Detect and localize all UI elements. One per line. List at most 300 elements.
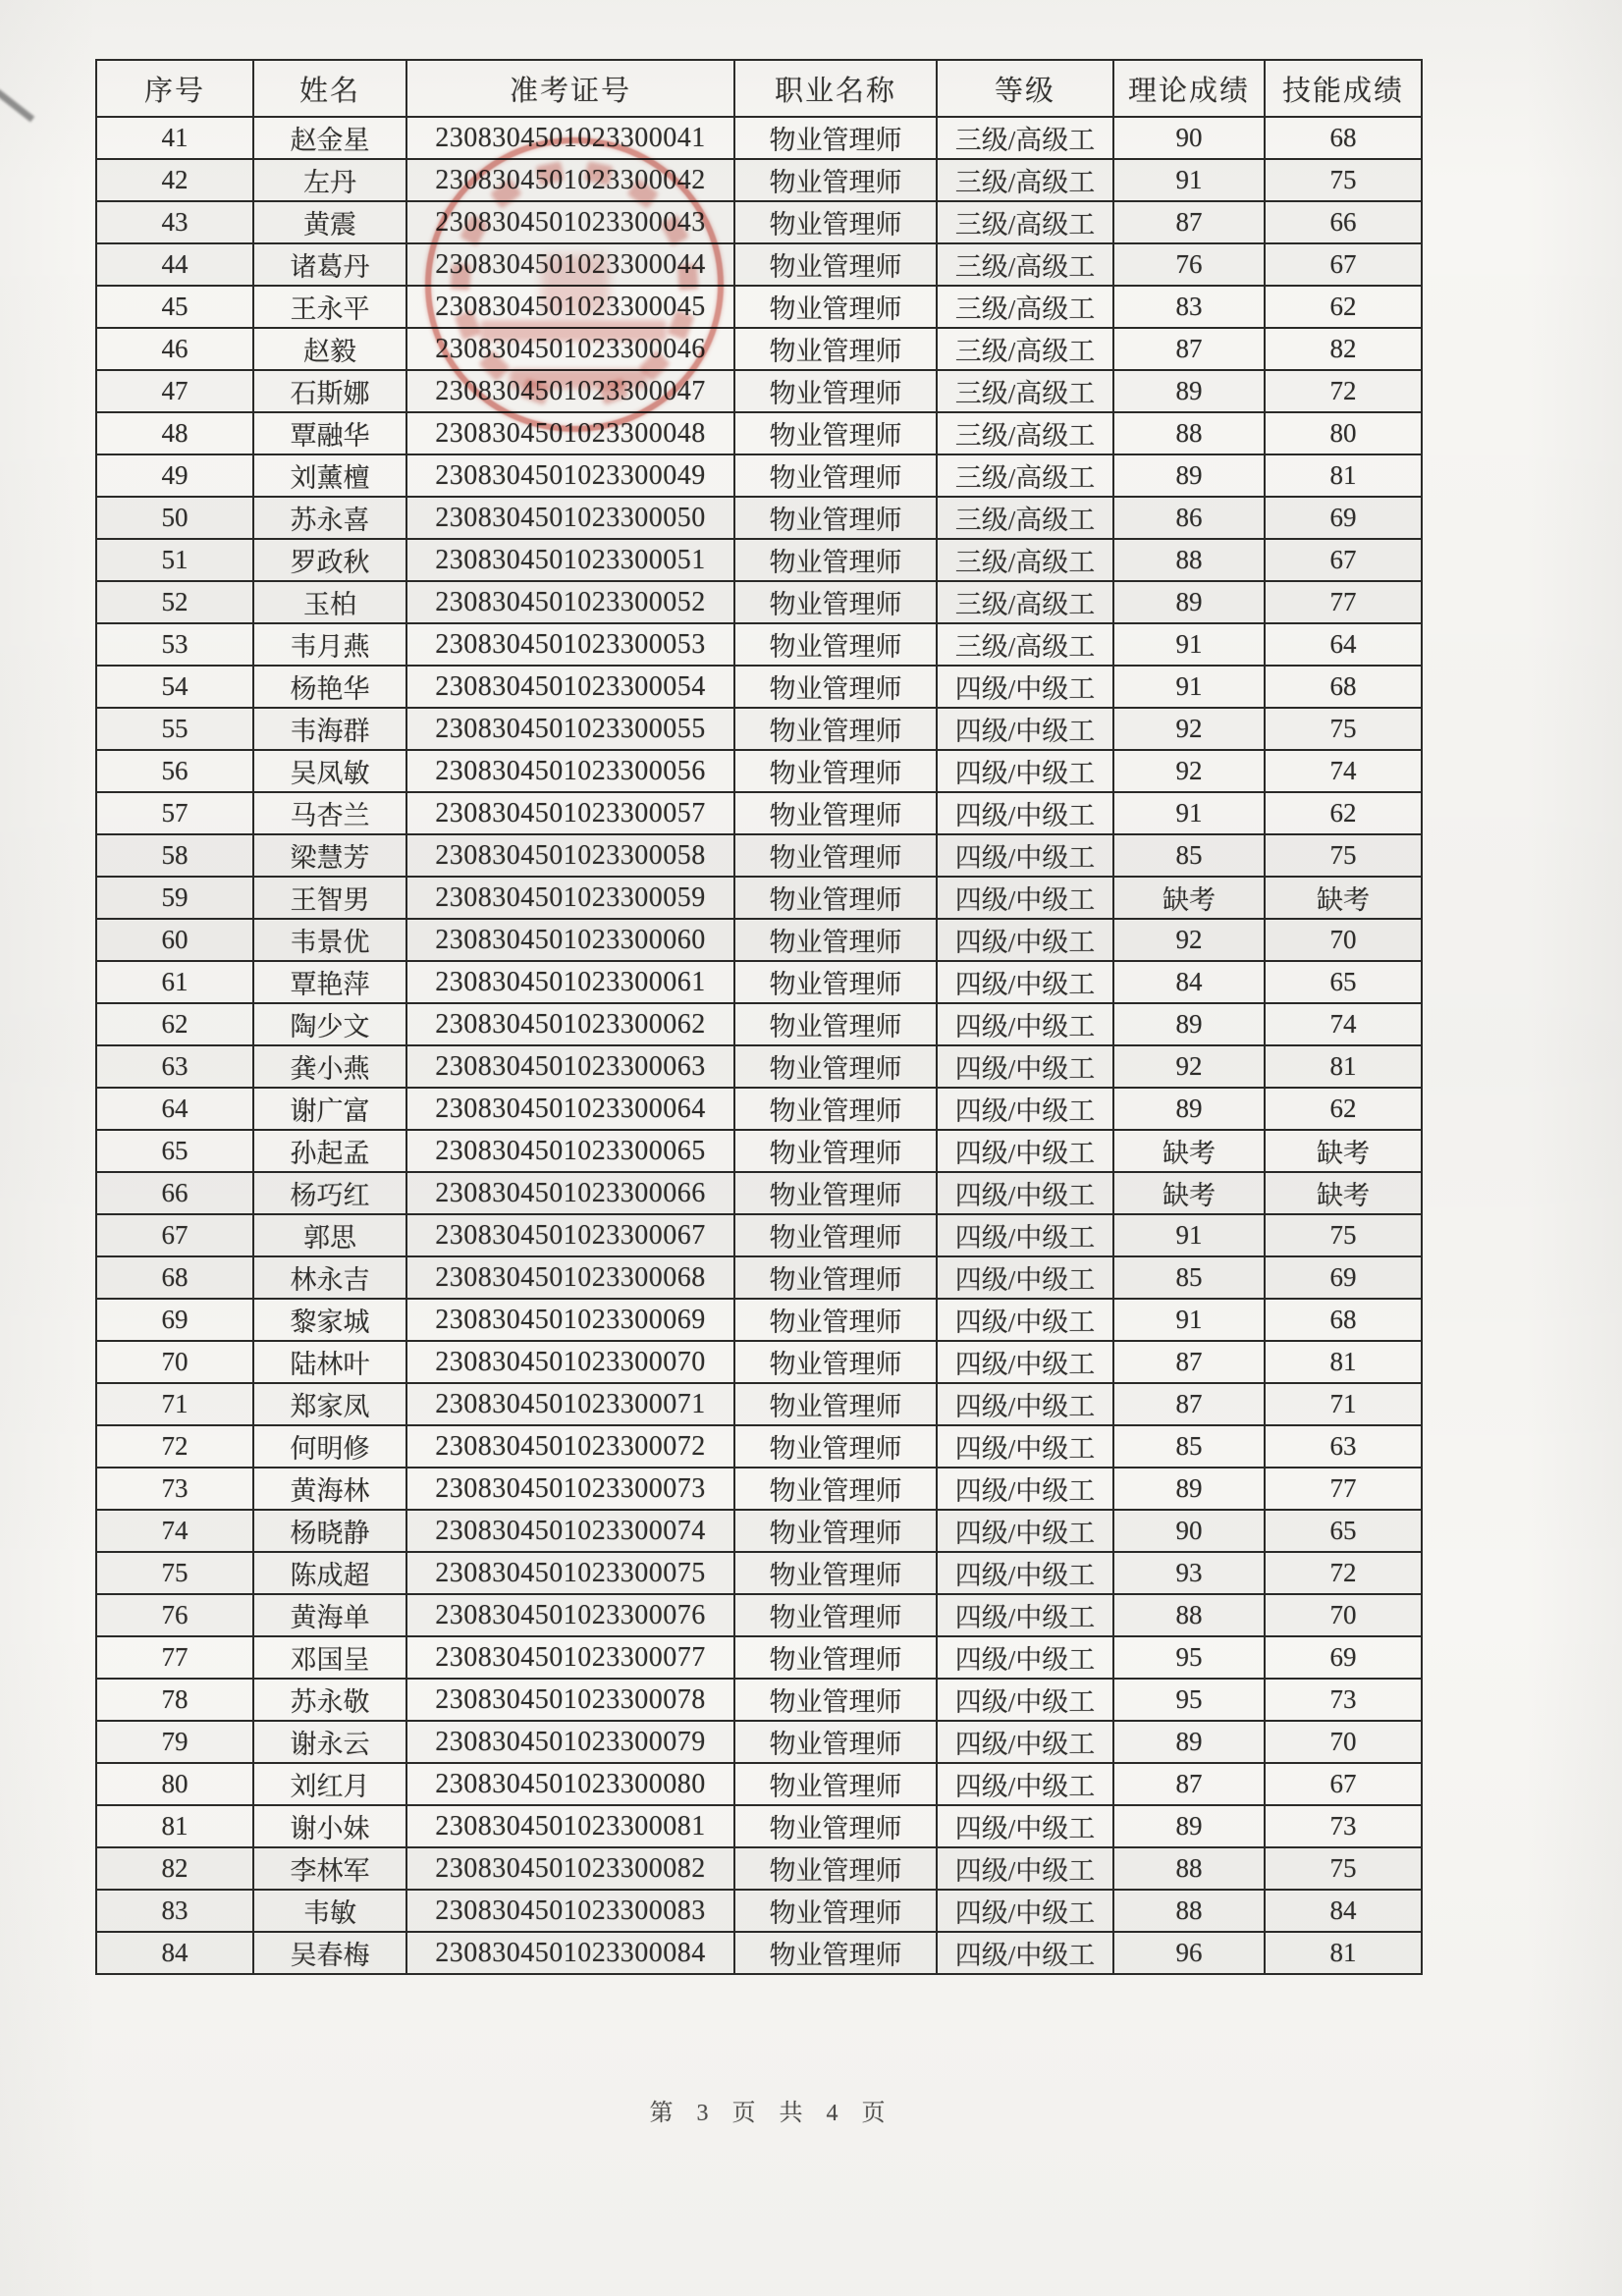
cell-skill-score: 75 [1265, 1847, 1422, 1890]
cell-occupation: 物业管理师 [734, 201, 937, 243]
cell-theory-score: 91 [1113, 1299, 1265, 1341]
cell-name: 王智男 [253, 877, 406, 919]
cell-skill-score: 缺考 [1265, 1130, 1422, 1172]
cell-level: 四级/中级工 [937, 1172, 1113, 1214]
cell-name: 孙起孟 [253, 1130, 406, 1172]
cell-no: 54 [96, 666, 253, 708]
cell-name: 韦海群 [253, 708, 406, 750]
table-row [96, 1932, 1422, 1974]
cell-skill-score: 81 [1265, 1045, 1422, 1088]
cell-theory-score: 87 [1113, 328, 1265, 370]
cell-id: 2308304501023300061 [406, 961, 734, 1003]
cell-occupation: 物业管理师 [734, 497, 937, 539]
cell-skill-score: 68 [1265, 117, 1422, 159]
cell-skill-score: 70 [1265, 1721, 1422, 1763]
table-row [96, 1172, 1422, 1214]
cell-id: 2308304501023300081 [406, 1805, 734, 1847]
cell-no: 79 [96, 1721, 253, 1763]
table-row [96, 1341, 1422, 1383]
cell-name: 韦敏 [253, 1890, 406, 1932]
table-row [96, 1679, 1422, 1721]
cell-id: 2308304501023300071 [406, 1383, 734, 1425]
cell-id: 2308304501023300047 [406, 370, 734, 412]
cell-level: 四级/中级工 [937, 792, 1113, 834]
cell-no: 42 [96, 159, 253, 201]
cell-occupation: 物业管理师 [734, 1299, 937, 1341]
cell-level: 四级/中级工 [937, 1890, 1113, 1932]
cell-skill-score: 缺考 [1265, 877, 1422, 919]
cell-id: 2308304501023300045 [406, 286, 734, 328]
cell-name: 林永吉 [253, 1256, 406, 1299]
cell-theory-score: 90 [1113, 1510, 1265, 1552]
table-row [96, 1552, 1422, 1594]
cell-name: 杨艳华 [253, 666, 406, 708]
cell-level: 四级/中级工 [937, 1847, 1113, 1890]
cell-theory-score: 91 [1113, 623, 1265, 666]
table-row [96, 834, 1422, 877]
table-row [96, 1088, 1422, 1130]
cell-skill-score: 63 [1265, 1425, 1422, 1468]
cell-theory-score: 88 [1113, 412, 1265, 454]
table-row [96, 1847, 1422, 1890]
cell-name: 龚小燕 [253, 1045, 406, 1088]
table-row [96, 666, 1422, 708]
cell-id: 2308304501023300041 [406, 117, 734, 159]
table-row [96, 243, 1422, 286]
table-row [96, 1383, 1422, 1425]
table-row [96, 1636, 1422, 1679]
cell-theory-score: 91 [1113, 1214, 1265, 1256]
cell-no: 48 [96, 412, 253, 454]
cell-id: 2308304501023300050 [406, 497, 734, 539]
cell-id: 2308304501023300052 [406, 581, 734, 623]
cell-id: 2308304501023300055 [406, 708, 734, 750]
cell-theory-score: 89 [1113, 581, 1265, 623]
cell-occupation: 物业管理师 [734, 919, 937, 961]
cell-occupation: 物业管理师 [734, 454, 937, 497]
cell-id: 2308304501023300079 [406, 1721, 734, 1763]
cell-skill-score: 69 [1265, 497, 1422, 539]
cell-skill-score: 73 [1265, 1805, 1422, 1847]
cell-skill-score: 71 [1265, 1383, 1422, 1425]
cell-id: 2308304501023300065 [406, 1130, 734, 1172]
cell-name: 赵金星 [253, 117, 406, 159]
cell-level: 四级/中级工 [937, 1636, 1113, 1679]
cell-level: 四级/中级工 [937, 1256, 1113, 1299]
cell-id: 2308304501023300067 [406, 1214, 734, 1256]
table-row [96, 497, 1422, 539]
cell-occupation: 物业管理师 [734, 708, 937, 750]
cell-id: 2308304501023300056 [406, 750, 734, 792]
cell-theory-score: 85 [1113, 1256, 1265, 1299]
cell-occupation: 物业管理师 [734, 1003, 937, 1045]
table-row [96, 623, 1422, 666]
cell-name: 王永平 [253, 286, 406, 328]
column-header-level: 等级 [937, 60, 1113, 117]
cell-skill-score: 62 [1265, 1088, 1422, 1130]
cell-occupation: 物业管理师 [734, 1341, 937, 1383]
table-row [96, 201, 1422, 243]
cell-theory-score: 92 [1113, 919, 1265, 961]
cell-level: 四级/中级工 [937, 1425, 1113, 1468]
cell-name: 陶少文 [253, 1003, 406, 1045]
cell-occupation: 物业管理师 [734, 370, 937, 412]
cell-skill-score: 80 [1265, 412, 1422, 454]
column-header-skill-score: 技能成绩 [1265, 60, 1422, 117]
cell-no: 55 [96, 708, 253, 750]
cell-no: 50 [96, 497, 253, 539]
cell-occupation: 物业管理师 [734, 1847, 937, 1890]
cell-theory-score: 87 [1113, 1341, 1265, 1383]
cell-skill-score: 77 [1265, 581, 1422, 623]
cell-theory-score: 91 [1113, 792, 1265, 834]
cell-theory-score: 89 [1113, 1003, 1265, 1045]
cell-skill-score: 73 [1265, 1679, 1422, 1721]
cell-theory-score: 93 [1113, 1552, 1265, 1594]
table-row [96, 454, 1422, 497]
cell-no: 84 [96, 1932, 253, 1974]
cell-theory-score: 88 [1113, 1847, 1265, 1890]
cell-skill-score: 77 [1265, 1468, 1422, 1510]
table-row [96, 412, 1422, 454]
cell-name: 杨晓静 [253, 1510, 406, 1552]
cell-id: 2308304501023300049 [406, 454, 734, 497]
cell-id: 2308304501023300084 [406, 1932, 734, 1974]
cell-skill-score: 70 [1265, 919, 1422, 961]
cell-no: 45 [96, 286, 253, 328]
cell-occupation: 物业管理师 [734, 1425, 937, 1468]
cell-name: 左丹 [253, 159, 406, 201]
cell-skill-score: 64 [1265, 623, 1422, 666]
cell-id: 2308304501023300080 [406, 1763, 734, 1805]
column-header-occupation: 职业名称 [734, 60, 937, 117]
scan-corner-smudge [0, 89, 34, 123]
cell-no: 63 [96, 1045, 253, 1088]
table-row [96, 328, 1422, 370]
cell-occupation: 物业管理师 [734, 1763, 937, 1805]
cell-theory-score: 88 [1113, 539, 1265, 581]
cell-name: 罗政秋 [253, 539, 406, 581]
cell-name: 覃艳萍 [253, 961, 406, 1003]
cell-name: 赵毅 [253, 328, 406, 370]
cell-name: 谢广富 [253, 1088, 406, 1130]
cell-id: 2308304501023300060 [406, 919, 734, 961]
cell-skill-score: 74 [1265, 1003, 1422, 1045]
cell-no: 60 [96, 919, 253, 961]
table-row [96, 919, 1422, 961]
cell-occupation: 物业管理师 [734, 1130, 937, 1172]
cell-occupation: 物业管理师 [734, 286, 937, 328]
page-number-footer: 第 3 页 共 4 页 [649, 2101, 894, 2126]
cell-no: 73 [96, 1468, 253, 1510]
cell-level: 四级/中级工 [937, 834, 1113, 877]
cell-no: 64 [96, 1088, 253, 1130]
cell-occupation: 物业管理师 [734, 1805, 937, 1847]
cell-id: 2308304501023300068 [406, 1256, 734, 1299]
cell-occupation: 物业管理师 [734, 1890, 937, 1932]
cell-id: 2308304501023300043 [406, 201, 734, 243]
cell-skill-score: 68 [1265, 666, 1422, 708]
cell-level: 四级/中级工 [937, 708, 1113, 750]
cell-id: 2308304501023300059 [406, 877, 734, 919]
cell-no: 44 [96, 243, 253, 286]
cell-skill-score: 缺考 [1265, 1172, 1422, 1214]
table-row [96, 370, 1422, 412]
table-row [96, 1763, 1422, 1805]
cell-no: 75 [96, 1552, 253, 1594]
column-header-name: 姓名 [253, 60, 406, 117]
cell-theory-score: 91 [1113, 159, 1265, 201]
table-row [96, 750, 1422, 792]
cell-no: 67 [96, 1214, 253, 1256]
cell-skill-score: 75 [1265, 1214, 1422, 1256]
cell-theory-score: 95 [1113, 1636, 1265, 1679]
table-row [96, 539, 1422, 581]
cell-theory-score: 85 [1113, 834, 1265, 877]
cell-skill-score: 84 [1265, 1890, 1422, 1932]
cell-occupation: 物业管理师 [734, 117, 937, 159]
cell-skill-score: 75 [1265, 834, 1422, 877]
cell-level: 四级/中级工 [937, 1468, 1113, 1510]
cell-theory-score: 缺考 [1113, 877, 1265, 919]
table-row [96, 581, 1422, 623]
cell-level: 四级/中级工 [937, 1679, 1113, 1721]
table-row [96, 1003, 1422, 1045]
cell-name: 黄海单 [253, 1594, 406, 1636]
cell-no: 46 [96, 328, 253, 370]
table-row [96, 1468, 1422, 1510]
table-row [96, 1256, 1422, 1299]
cell-level: 四级/中级工 [937, 1003, 1113, 1045]
cell-id: 2308304501023300072 [406, 1425, 734, 1468]
cell-occupation: 物业管理师 [734, 1172, 937, 1214]
cell-occupation: 物业管理师 [734, 1214, 937, 1256]
cell-theory-score: 96 [1113, 1932, 1265, 1974]
exam-results-table [95, 59, 1423, 1975]
column-header-id: 准考证号 [406, 60, 734, 117]
cell-theory-score: 95 [1113, 1679, 1265, 1721]
cell-no: 56 [96, 750, 253, 792]
cell-name: 韦景优 [253, 919, 406, 961]
cell-name: 陈成超 [253, 1552, 406, 1594]
table-row [96, 117, 1422, 159]
cell-skill-score: 62 [1265, 792, 1422, 834]
cell-name: 李林军 [253, 1847, 406, 1890]
cell-occupation: 物业管理师 [734, 1088, 937, 1130]
cell-occupation: 物业管理师 [734, 750, 937, 792]
cell-theory-score: 92 [1113, 750, 1265, 792]
cell-theory-score: 87 [1113, 1383, 1265, 1425]
cell-skill-score: 67 [1265, 539, 1422, 581]
cell-level: 四级/中级工 [937, 1214, 1113, 1256]
cell-id: 2308304501023300057 [406, 792, 734, 834]
cell-id: 2308304501023300066 [406, 1172, 734, 1214]
cell-skill-score: 70 [1265, 1594, 1422, 1636]
cell-name: 苏永喜 [253, 497, 406, 539]
table-row [96, 1130, 1422, 1172]
table-row [96, 1721, 1422, 1763]
cell-id: 2308304501023300053 [406, 623, 734, 666]
cell-skill-score: 81 [1265, 1932, 1422, 1974]
cell-skill-score: 62 [1265, 286, 1422, 328]
cell-skill-score: 82 [1265, 328, 1422, 370]
cell-level: 四级/中级工 [937, 1045, 1113, 1088]
table-row [96, 708, 1422, 750]
cell-theory-score: 89 [1113, 1721, 1265, 1763]
cell-id: 2308304501023300076 [406, 1594, 734, 1636]
cell-id: 2308304501023300063 [406, 1045, 734, 1088]
cell-level: 四级/中级工 [937, 750, 1113, 792]
cell-theory-score: 缺考 [1113, 1130, 1265, 1172]
cell-skill-score: 74 [1265, 750, 1422, 792]
cell-level: 三级/高级工 [937, 539, 1113, 581]
cell-id: 2308304501023300042 [406, 159, 734, 201]
cell-level: 三级/高级工 [937, 581, 1113, 623]
cell-skill-score: 72 [1265, 1552, 1422, 1594]
cell-skill-score: 75 [1265, 708, 1422, 750]
cell-no: 82 [96, 1847, 253, 1890]
cell-id: 2308304501023300069 [406, 1299, 734, 1341]
cell-level: 四级/中级工 [937, 1763, 1113, 1805]
cell-theory-score: 83 [1113, 286, 1265, 328]
cell-no: 81 [96, 1805, 253, 1847]
cell-theory-score: 89 [1113, 454, 1265, 497]
cell-name: 陆林叶 [253, 1341, 406, 1383]
cell-occupation: 物业管理师 [734, 623, 937, 666]
cell-id: 2308304501023300044 [406, 243, 734, 286]
table-row [96, 1805, 1422, 1847]
cell-level: 四级/中级工 [937, 919, 1113, 961]
cell-theory-score: 89 [1113, 1088, 1265, 1130]
cell-level: 三级/高级工 [937, 623, 1113, 666]
cell-no: 71 [96, 1383, 253, 1425]
cell-skill-score: 75 [1265, 159, 1422, 201]
cell-theory-score: 89 [1113, 1468, 1265, 1510]
cell-name: 玉柏 [253, 581, 406, 623]
cell-id: 2308304501023300062 [406, 1003, 734, 1045]
table-row [96, 1594, 1422, 1636]
cell-theory-score: 86 [1113, 497, 1265, 539]
cell-occupation: 物业管理师 [734, 328, 937, 370]
cell-no: 59 [96, 877, 253, 919]
cell-level: 四级/中级工 [937, 1130, 1113, 1172]
table-row [96, 792, 1422, 834]
cell-name: 苏永敬 [253, 1679, 406, 1721]
cell-no: 49 [96, 454, 253, 497]
cell-id: 2308304501023300073 [406, 1468, 734, 1510]
cell-occupation: 物业管理师 [734, 1679, 937, 1721]
cell-name: 韦月燕 [253, 623, 406, 666]
table-row [96, 159, 1422, 201]
cell-level: 三级/高级工 [937, 370, 1113, 412]
cell-skill-score: 81 [1265, 454, 1422, 497]
cell-no: 80 [96, 1763, 253, 1805]
cell-no: 62 [96, 1003, 253, 1045]
table-row [96, 1425, 1422, 1468]
cell-occupation: 物业管理师 [734, 1510, 937, 1552]
cell-name: 黄海林 [253, 1468, 406, 1510]
cell-theory-score: 90 [1113, 117, 1265, 159]
cell-level: 四级/中级工 [937, 1805, 1113, 1847]
cell-no: 53 [96, 623, 253, 666]
table-row [96, 286, 1422, 328]
cell-name: 吴春梅 [253, 1932, 406, 1974]
cell-theory-score: 91 [1113, 666, 1265, 708]
cell-occupation: 物业管理师 [734, 1383, 937, 1425]
cell-id: 2308304501023300064 [406, 1088, 734, 1130]
cell-level: 四级/中级工 [937, 666, 1113, 708]
cell-name: 诸葛丹 [253, 243, 406, 286]
cell-name: 何明修 [253, 1425, 406, 1468]
cell-level: 四级/中级工 [937, 1552, 1113, 1594]
table-row [96, 1299, 1422, 1341]
cell-name: 石斯娜 [253, 370, 406, 412]
cell-occupation: 物业管理师 [734, 159, 937, 201]
cell-theory-score: 85 [1113, 1425, 1265, 1468]
table-row [96, 961, 1422, 1003]
cell-level: 四级/中级工 [937, 1341, 1113, 1383]
cell-no: 51 [96, 539, 253, 581]
cell-level: 四级/中级工 [937, 1721, 1113, 1763]
cell-occupation: 物业管理师 [734, 1932, 937, 1974]
cell-theory-score: 89 [1113, 1805, 1265, 1847]
table-row [96, 1890, 1422, 1932]
cell-name: 谢永云 [253, 1721, 406, 1763]
cell-occupation: 物业管理师 [734, 412, 937, 454]
cell-name: 谢小妹 [253, 1805, 406, 1847]
cell-level: 四级/中级工 [937, 1088, 1113, 1130]
cell-id: 2308304501023300075 [406, 1552, 734, 1594]
cell-name: 刘薰檀 [253, 454, 406, 497]
cell-skill-score: 68 [1265, 1299, 1422, 1341]
cell-skill-score: 69 [1265, 1636, 1422, 1679]
cell-level: 三级/高级工 [937, 497, 1113, 539]
cell-occupation: 物业管理师 [734, 1721, 937, 1763]
cell-id: 2308304501023300070 [406, 1341, 734, 1383]
cell-occupation: 物业管理师 [734, 877, 937, 919]
cell-skill-score: 65 [1265, 961, 1422, 1003]
cell-no: 68 [96, 1256, 253, 1299]
cell-name: 黄震 [253, 201, 406, 243]
cell-no: 78 [96, 1679, 253, 1721]
cell-theory-score: 88 [1113, 1890, 1265, 1932]
cell-skill-score: 65 [1265, 1510, 1422, 1552]
cell-level: 四级/中级工 [937, 1383, 1113, 1425]
table-header-row [96, 60, 1422, 117]
cell-skill-score: 72 [1265, 370, 1422, 412]
cell-occupation: 物业管理师 [734, 1636, 937, 1679]
cell-name: 邓国呈 [253, 1636, 406, 1679]
cell-no: 69 [96, 1299, 253, 1341]
cell-id: 2308304501023300046 [406, 328, 734, 370]
cell-skill-score: 66 [1265, 201, 1422, 243]
cell-theory-score: 87 [1113, 201, 1265, 243]
cell-occupation: 物业管理师 [734, 1045, 937, 1088]
cell-id: 2308304501023300054 [406, 666, 734, 708]
cell-name: 刘红月 [253, 1763, 406, 1805]
cell-no: 72 [96, 1425, 253, 1468]
cell-id: 2308304501023300083 [406, 1890, 734, 1932]
cell-level: 四级/中级工 [937, 1932, 1113, 1974]
cell-name: 郭思 [253, 1214, 406, 1256]
cell-id: 2308304501023300074 [406, 1510, 734, 1552]
cell-occupation: 物业管理师 [734, 1468, 937, 1510]
cell-occupation: 物业管理师 [734, 834, 937, 877]
cell-no: 58 [96, 834, 253, 877]
cell-id: 2308304501023300051 [406, 539, 734, 581]
cell-theory-score: 88 [1113, 1594, 1265, 1636]
cell-no: 52 [96, 581, 253, 623]
